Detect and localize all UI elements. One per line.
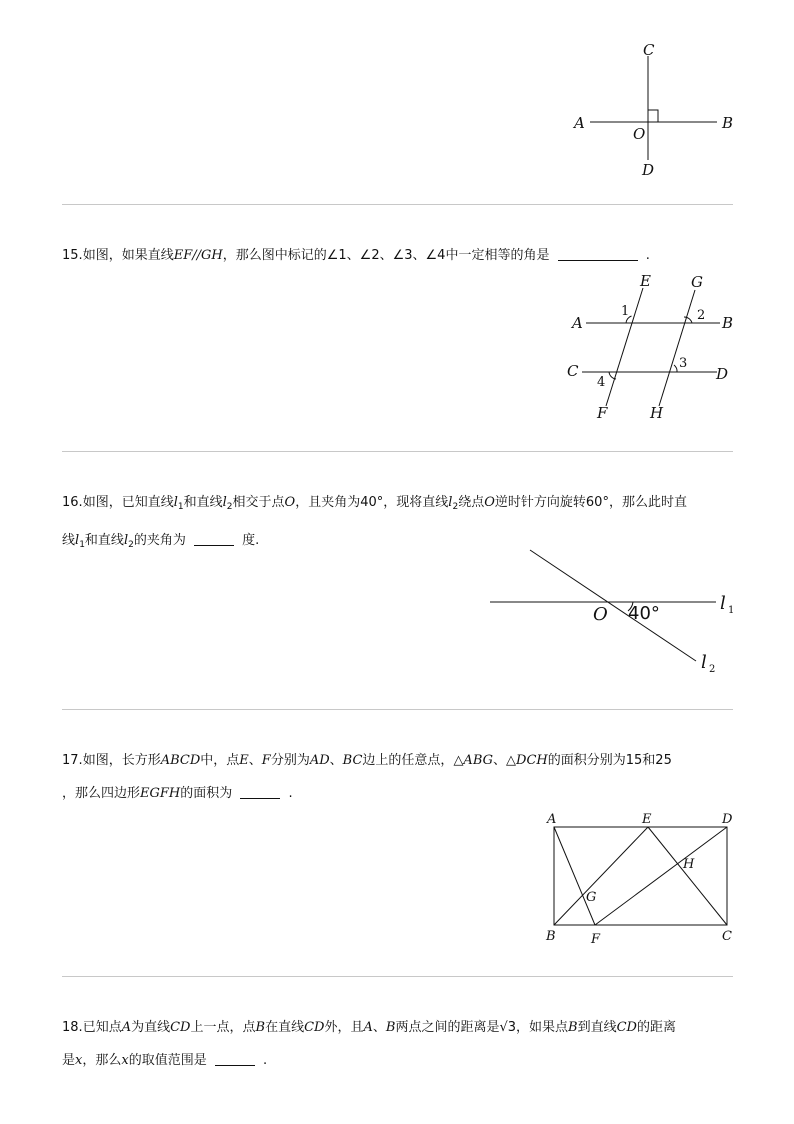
- math-o: O: [284, 495, 296, 510]
- label-c: C: [722, 929, 732, 944]
- text: 如图，如果直线: [82, 248, 174, 263]
- segment-ec: [648, 827, 727, 925]
- question-17-line-2: [62, 777, 734, 810]
- label-d: D: [642, 161, 655, 179]
- question-17-line-1: [62, 744, 734, 777]
- angle-3-arc: [674, 365, 677, 372]
- label-angle-2: 2: [697, 308, 706, 323]
- figure-intersecting-lines: [488, 545, 738, 685]
- label-h: H: [650, 404, 664, 422]
- question-18-line-1: [62, 1011, 734, 1044]
- answer-blank[interactable]: [240, 785, 280, 799]
- label-l1: l: [720, 593, 726, 614]
- text: .: [288, 786, 293, 801]
- label-a: A: [574, 114, 585, 132]
- label-h: H: [683, 857, 695, 872]
- math-b: B: [568, 1020, 578, 1035]
- answer-blank[interactable]: [558, 247, 638, 261]
- label-o: O: [593, 604, 608, 625]
- math-x: x: [121, 1053, 129, 1068]
- math-l: l: [222, 495, 227, 510]
- math-ef: EF: [173, 248, 193, 263]
- math-angles: ∠1、∠2、∠3、∠4: [326, 248, 446, 263]
- text: 和直线: [183, 495, 223, 510]
- math-b: B: [255, 1020, 266, 1035]
- text: 、: [248, 753, 262, 768]
- text: 是: [62, 1053, 76, 1068]
- label-angle-3: 3: [679, 356, 688, 371]
- label-b: B: [546, 929, 556, 944]
- question-number: 15.: [62, 248, 83, 263]
- text: 在直线: [265, 1020, 305, 1035]
- question-16-line-1: [62, 486, 734, 524]
- math-degrees: 40°: [360, 495, 384, 510]
- perpendicular-diagram: [560, 38, 750, 183]
- text: 已知点: [82, 1020, 122, 1035]
- text: ，那么图中标记的: [222, 248, 327, 263]
- math-f: F: [261, 753, 271, 768]
- label-l1-sub: 1: [728, 605, 735, 616]
- text: 外，且: [324, 1020, 364, 1035]
- question-18-line-2: [62, 1044, 734, 1077]
- math-x: x: [75, 1053, 83, 1068]
- math-sub: 2: [226, 502, 233, 512]
- text: 的夹角为: [133, 533, 186, 548]
- text: 、: [372, 1020, 386, 1035]
- text: .: [263, 1053, 268, 1068]
- text: 、: [329, 753, 343, 768]
- text: 如图，已知直线: [82, 495, 174, 510]
- math-sub: 1: [79, 540, 85, 550]
- answer-blank[interactable]: [194, 532, 234, 546]
- text: 边上的任意点，: [362, 753, 454, 768]
- divider: [62, 709, 733, 710]
- math-o: O: [484, 495, 495, 510]
- rectangle-abcd: [554, 827, 727, 925]
- text: ，那么四边形: [62, 786, 141, 801]
- math-abcd: ABCD: [160, 753, 201, 768]
- intersecting-lines-diagram: [488, 545, 738, 685]
- question-17: [62, 744, 734, 810]
- math-l: l: [75, 533, 80, 548]
- divider: [62, 204, 733, 205]
- segment-fd: [595, 827, 727, 925]
- text: 分别为: [270, 753, 310, 768]
- math-triangle-dch: △DCH: [506, 753, 548, 768]
- text: 的面积分别为15和25: [547, 753, 672, 768]
- label-g: G: [691, 273, 703, 291]
- figure-rectangle: [540, 808, 740, 953]
- math-bc: BC: [342, 753, 363, 768]
- label-f: F: [597, 404, 608, 422]
- math-a: A: [121, 1020, 132, 1035]
- text: 中，点: [200, 753, 240, 768]
- label-f: F: [591, 932, 601, 947]
- label-l2: l: [701, 652, 707, 673]
- math-triangle-abg: △ABG: [453, 753, 494, 768]
- label-a: A: [572, 314, 583, 332]
- text: .: [645, 248, 650, 263]
- segment-af: [554, 827, 595, 925]
- segment-be: [554, 827, 648, 925]
- math-egfh: EGFH: [140, 786, 181, 801]
- label-d: D: [722, 812, 733, 827]
- text: 上一点，点: [190, 1020, 256, 1035]
- text: 的距离: [636, 1020, 676, 1035]
- math-cd: CD: [170, 1020, 191, 1035]
- math-sub: 1: [177, 502, 184, 512]
- math-l: l: [448, 495, 453, 510]
- label-angle-1: 1: [621, 304, 630, 319]
- label-c: C: [643, 41, 655, 59]
- text: ，那么: [82, 1053, 122, 1068]
- text: 绕点: [458, 495, 485, 510]
- text: 如图，长方形: [82, 753, 161, 768]
- math-sub: 2: [128, 540, 134, 550]
- math-ad: AD: [309, 753, 330, 768]
- label-g: G: [586, 890, 597, 905]
- label-c: C: [567, 362, 579, 380]
- text: 中一定相等的角是: [445, 248, 550, 263]
- answer-blank[interactable]: [215, 1052, 255, 1066]
- question-number: 16.: [62, 495, 83, 510]
- figure-perpendicular-lines: [560, 38, 750, 183]
- rectangle-diagram: [540, 808, 740, 953]
- math-e: E: [239, 753, 249, 768]
- label-l2-sub: 2: [709, 664, 716, 675]
- text: ，如果点: [516, 1020, 569, 1035]
- text: 两点之间的距离是: [395, 1020, 500, 1035]
- label-a: A: [547, 812, 557, 827]
- text: 线: [62, 533, 76, 548]
- label-o: O: [633, 125, 646, 143]
- math-cd: CD: [304, 1020, 325, 1035]
- math-degrees: 60°: [585, 495, 609, 510]
- text: 、: [493, 753, 507, 768]
- text: 逆时针方向旋转: [494, 495, 586, 510]
- math-gh: GH: [200, 248, 223, 263]
- text: ，且夹角为: [295, 495, 361, 510]
- math-parallel: //: [192, 248, 201, 263]
- line-gh: [659, 290, 695, 406]
- divider: [62, 976, 733, 977]
- label-angle-40: 40°: [628, 603, 660, 624]
- math-sub: 2: [452, 502, 459, 512]
- label-b: B: [722, 114, 734, 132]
- math-sqrt3: √3: [499, 1020, 517, 1035]
- text: 的取值范围是: [128, 1053, 207, 1068]
- figure-parallel-lines: [560, 268, 750, 428]
- text: ，那么此时直: [608, 495, 687, 510]
- text: 度.: [242, 533, 260, 548]
- math-l: l: [123, 533, 129, 548]
- text: 和直线: [84, 533, 124, 548]
- right-angle-mark: [648, 110, 658, 122]
- label-e: E: [642, 812, 652, 827]
- parallel-lines-diagram: [560, 268, 750, 428]
- label-e: E: [640, 272, 651, 290]
- question-18: [62, 1011, 734, 1077]
- label-b: B: [722, 314, 734, 332]
- text: 到直线: [577, 1020, 617, 1035]
- question-number: 18.: [62, 1020, 83, 1035]
- math-b: B: [385, 1020, 396, 1035]
- label-d: D: [716, 365, 729, 383]
- label-angle-4: 4: [597, 375, 606, 390]
- line-l2: [530, 550, 696, 661]
- math-a: A: [363, 1020, 373, 1035]
- math-l: l: [173, 495, 178, 510]
- divider: [62, 451, 733, 452]
- text: 相交于点: [232, 495, 285, 510]
- math-cd: CD: [616, 1020, 637, 1035]
- text: 为直线: [131, 1020, 171, 1035]
- text: ，现将直线: [383, 495, 449, 510]
- text: 的面积为: [180, 786, 233, 801]
- question-number: 17.: [62, 753, 83, 768]
